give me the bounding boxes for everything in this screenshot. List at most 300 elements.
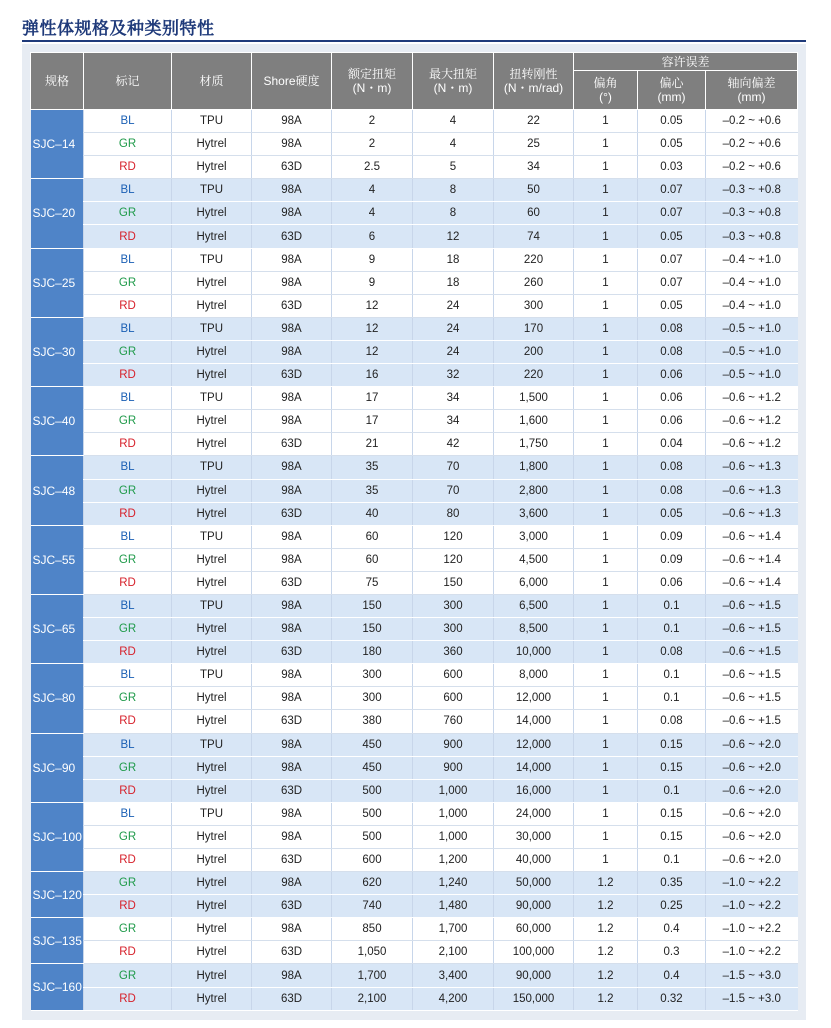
cell-max-torque: 1,700: [413, 918, 494, 941]
cell-axial: –0.2 ~ +0.6: [706, 133, 798, 156]
header-axial: [706, 71, 798, 110]
title-bar: [22, 4, 806, 42]
table-row: [31, 456, 798, 479]
table-row: [31, 964, 798, 987]
cell-axial: –1.0 ~ +2.2: [706, 941, 798, 964]
header-angle-unit: (°): [599, 90, 612, 104]
table-row: [31, 202, 798, 225]
cell-mark: BL: [84, 387, 172, 410]
cell-offset: 0.25: [638, 895, 706, 918]
table-row: [31, 248, 798, 271]
cell-spec: SJC–160: [31, 964, 84, 1010]
cell-rated-torque: 12: [332, 317, 413, 340]
cell-offset: 0.15: [638, 756, 706, 779]
cell-mark: GR: [84, 479, 172, 502]
cell-stiffness: 1,600: [494, 410, 574, 433]
cell-material: Hytrel: [172, 918, 252, 941]
cell-rated-torque: 300: [332, 664, 413, 687]
cell-offset: 0.3: [638, 941, 706, 964]
spec-table: [30, 52, 798, 1011]
cell-axial: –0.3 ~ +0.8: [706, 179, 798, 202]
cell-material: Hytrel: [172, 364, 252, 387]
cell-spec: SJC–100: [31, 802, 84, 871]
cell-angle: 1: [574, 710, 638, 733]
cell-max-torque: 1,000: [413, 779, 494, 802]
cell-rated-torque: 620: [332, 872, 413, 895]
cell-max-torque: 2,100: [413, 941, 494, 964]
cell-shore: 98A: [252, 687, 332, 710]
cell-stiffness: 60,000: [494, 918, 574, 941]
cell-mark: BL: [84, 664, 172, 687]
cell-max-torque: 1,000: [413, 825, 494, 848]
cell-material: Hytrel: [172, 779, 252, 802]
cell-offset: 0.4: [638, 918, 706, 941]
cell-material: TPU: [172, 317, 252, 340]
cell-offset: 0.15: [638, 802, 706, 825]
cell-material: Hytrel: [172, 872, 252, 895]
cell-axial: –0.6 ~ +1.2: [706, 387, 798, 410]
cell-stiffness: 90,000: [494, 895, 574, 918]
table-row: [31, 156, 798, 179]
table-row: [31, 918, 798, 941]
cell-angle: 1: [574, 479, 638, 502]
cell-mark: GR: [84, 340, 172, 363]
table-row: [31, 733, 798, 756]
header-angle: [574, 71, 638, 110]
cell-stiffness: 14,000: [494, 710, 574, 733]
cell-angle: 1: [574, 525, 638, 548]
cell-mark: BL: [84, 594, 172, 617]
cell-angle: 1: [574, 248, 638, 271]
cell-rated-torque: 6: [332, 225, 413, 248]
cell-material: Hytrel: [172, 987, 252, 1010]
cell-offset: 0.15: [638, 825, 706, 848]
cell-shore: 98A: [252, 479, 332, 502]
cell-shore: 98A: [252, 664, 332, 687]
cell-shore: 63D: [252, 364, 332, 387]
cell-shore: 63D: [252, 225, 332, 248]
cell-axial: –0.4 ~ +1.0: [706, 248, 798, 271]
cell-stiffness: 24,000: [494, 802, 574, 825]
cell-mark: GR: [84, 618, 172, 641]
table-body: [31, 110, 798, 1011]
cell-mark: RD: [84, 987, 172, 1010]
cell-mark: BL: [84, 733, 172, 756]
cell-offset: 0.06: [638, 571, 706, 594]
cell-spec: SJC–30: [31, 317, 84, 386]
cell-angle: 1: [574, 594, 638, 617]
cell-material: Hytrel: [172, 710, 252, 733]
cell-material: Hytrel: [172, 340, 252, 363]
cell-stiffness: 200: [494, 340, 574, 363]
cell-stiffness: 12,000: [494, 733, 574, 756]
cell-stiffness: 25: [494, 133, 574, 156]
cell-offset: 0.09: [638, 525, 706, 548]
cell-shore: 98A: [252, 271, 332, 294]
cell-material: Hytrel: [172, 964, 252, 987]
cell-shore: 98A: [252, 179, 332, 202]
cell-rated-torque: 2: [332, 110, 413, 133]
cell-max-torque: 900: [413, 733, 494, 756]
header-rated-torque: [332, 53, 413, 110]
cell-material: Hytrel: [172, 825, 252, 848]
cell-shore: 98A: [252, 594, 332, 617]
cell-stiffness: 50,000: [494, 872, 574, 895]
header-rated-torque-unit: (N・m): [352, 81, 392, 95]
cell-mark: RD: [84, 641, 172, 664]
table-row: [31, 872, 798, 895]
cell-axial: –0.6 ~ +1.4: [706, 571, 798, 594]
table-row: [31, 941, 798, 964]
cell-mark: RD: [84, 433, 172, 456]
cell-rated-torque: 600: [332, 849, 413, 872]
cell-mark: GR: [84, 202, 172, 225]
cell-material: TPU: [172, 179, 252, 202]
cell-max-torque: 1,240: [413, 872, 494, 895]
header-stiffness-label: 扭转刚性: [509, 67, 558, 81]
table-row: [31, 987, 798, 1010]
header-rated-torque-label: 额定扭矩: [347, 67, 396, 81]
cell-rated-torque: 1,700: [332, 964, 413, 987]
cell-offset: 0.08: [638, 479, 706, 502]
cell-rated-torque: 4: [332, 179, 413, 202]
header-spec: 规格: [31, 53, 84, 110]
cell-angle: 1: [574, 110, 638, 133]
cell-material: TPU: [172, 733, 252, 756]
cell-stiffness: 300: [494, 294, 574, 317]
cell-material: TPU: [172, 110, 252, 133]
table-row: [31, 179, 798, 202]
cell-offset: 0.4: [638, 964, 706, 987]
cell-rated-torque: 150: [332, 618, 413, 641]
cell-mark: BL: [84, 317, 172, 340]
cell-max-torque: 120: [413, 525, 494, 548]
cell-mark: RD: [84, 849, 172, 872]
cell-stiffness: 220: [494, 248, 574, 271]
cell-offset: 0.08: [638, 710, 706, 733]
table-row: [31, 317, 798, 340]
cell-mark: RD: [84, 364, 172, 387]
cell-axial: –0.6 ~ +2.0: [706, 849, 798, 872]
cell-angle: 1: [574, 202, 638, 225]
cell-mark: GR: [84, 825, 172, 848]
cell-max-torque: 1,200: [413, 849, 494, 872]
cell-rated-torque: 4: [332, 202, 413, 225]
cell-rated-torque: 500: [332, 779, 413, 802]
cell-rated-torque: 500: [332, 825, 413, 848]
cell-max-torque: 900: [413, 756, 494, 779]
cell-offset: 0.1: [638, 664, 706, 687]
cell-material: Hytrel: [172, 687, 252, 710]
cell-offset: 0.15: [638, 733, 706, 756]
cell-spec: SJC–20: [31, 179, 84, 248]
cell-axial: –0.6 ~ +1.4: [706, 525, 798, 548]
cell-angle: 1: [574, 825, 638, 848]
cell-angle: 1: [574, 387, 638, 410]
cell-angle: 1.2: [574, 895, 638, 918]
cell-shore: 63D: [252, 895, 332, 918]
cell-max-torque: 18: [413, 248, 494, 271]
cell-axial: –0.6 ~ +1.5: [706, 687, 798, 710]
cell-max-torque: 300: [413, 618, 494, 641]
cell-offset: 0.1: [638, 594, 706, 617]
cell-max-torque: 24: [413, 340, 494, 363]
cell-material: TPU: [172, 525, 252, 548]
table-row: [31, 849, 798, 872]
cell-mark: BL: [84, 802, 172, 825]
cell-angle: 1: [574, 156, 638, 179]
cell-material: Hytrel: [172, 849, 252, 872]
cell-rated-torque: 75: [332, 571, 413, 594]
header-stiffness: [494, 53, 574, 110]
cell-axial: –1.5 ~ +3.0: [706, 987, 798, 1010]
cell-rated-torque: 1,050: [332, 941, 413, 964]
cell-angle: 1: [574, 410, 638, 433]
cell-stiffness: 1,500: [494, 387, 574, 410]
cell-angle: 1: [574, 271, 638, 294]
cell-shore: 98A: [252, 410, 332, 433]
header-axial-label: 轴向偏差: [727, 76, 776, 90]
cell-max-torque: 120: [413, 548, 494, 571]
cell-offset: 0.07: [638, 248, 706, 271]
table-row: [31, 294, 798, 317]
cell-shore: 98A: [252, 618, 332, 641]
cell-angle: 1.2: [574, 872, 638, 895]
table-row: [31, 133, 798, 156]
table-row: [31, 756, 798, 779]
cell-angle: 1: [574, 802, 638, 825]
cell-angle: 1: [574, 317, 638, 340]
cell-angle: 1: [574, 340, 638, 363]
table-row: [31, 825, 798, 848]
cell-shore: 63D: [252, 779, 332, 802]
cell-axial: –1.5 ~ +3.0: [706, 964, 798, 987]
cell-mark: GR: [84, 133, 172, 156]
cell-shore: 63D: [252, 987, 332, 1010]
cell-angle: 1.2: [574, 987, 638, 1010]
cell-angle: 1: [574, 456, 638, 479]
cell-material: Hytrel: [172, 433, 252, 456]
cell-mark: BL: [84, 525, 172, 548]
cell-angle: 1: [574, 433, 638, 456]
cell-axial: –0.6 ~ +1.3: [706, 479, 798, 502]
cell-max-torque: 70: [413, 456, 494, 479]
cell-rated-torque: 12: [332, 294, 413, 317]
table-row: [31, 687, 798, 710]
cell-max-torque: 18: [413, 271, 494, 294]
cell-mark: BL: [84, 179, 172, 202]
cell-max-torque: 4: [413, 133, 494, 156]
cell-angle: 1: [574, 779, 638, 802]
cell-spec: SJC–135: [31, 918, 84, 964]
cell-offset: 0.08: [638, 456, 706, 479]
cell-stiffness: 40,000: [494, 849, 574, 872]
cell-axial: –0.2 ~ +0.6: [706, 110, 798, 133]
cell-material: Hytrel: [172, 225, 252, 248]
cell-offset: 0.04: [638, 433, 706, 456]
cell-material: Hytrel: [172, 156, 252, 179]
cell-axial: –0.6 ~ +1.2: [706, 433, 798, 456]
cell-shore: 63D: [252, 941, 332, 964]
cell-mark: RD: [84, 156, 172, 179]
table-row: [31, 525, 798, 548]
cell-rated-torque: 2,100: [332, 987, 413, 1010]
cell-offset: 0.09: [638, 548, 706, 571]
cell-offset: 0.1: [638, 687, 706, 710]
cell-rated-torque: 740: [332, 895, 413, 918]
cell-material: Hytrel: [172, 756, 252, 779]
cell-shore: 98A: [252, 133, 332, 156]
cell-rated-torque: 17: [332, 387, 413, 410]
cell-rated-torque: 850: [332, 918, 413, 941]
cell-spec: SJC–65: [31, 594, 84, 663]
cell-axial: –1.0 ~ +2.2: [706, 895, 798, 918]
page-title: 弹性体规格及种类别特性: [22, 19, 215, 38]
cell-max-torque: 3,400: [413, 964, 494, 987]
cell-max-torque: 42: [413, 433, 494, 456]
table-row: [31, 502, 798, 525]
table-row: [31, 710, 798, 733]
cell-material: Hytrel: [172, 479, 252, 502]
cell-stiffness: 12,000: [494, 687, 574, 710]
cell-axial: –0.6 ~ +1.5: [706, 664, 798, 687]
cell-shore: 98A: [252, 548, 332, 571]
cell-rated-torque: 35: [332, 479, 413, 502]
cell-rated-torque: 450: [332, 756, 413, 779]
cell-rated-torque: 16: [332, 364, 413, 387]
cell-shore: 98A: [252, 756, 332, 779]
table-row: [31, 410, 798, 433]
cell-stiffness: 260: [494, 271, 574, 294]
cell-angle: 1: [574, 571, 638, 594]
header-max-torque-unit: (N・m): [433, 81, 473, 95]
cell-angle: 1: [574, 548, 638, 571]
cell-stiffness: 170: [494, 317, 574, 340]
cell-offset: 0.07: [638, 179, 706, 202]
cell-material: Hytrel: [172, 571, 252, 594]
cell-offset: 0.1: [638, 849, 706, 872]
cell-angle: 1: [574, 502, 638, 525]
cell-rated-torque: 17: [332, 410, 413, 433]
cell-offset: 0.05: [638, 110, 706, 133]
cell-rated-torque: 380: [332, 710, 413, 733]
cell-shore: 98A: [252, 387, 332, 410]
cell-rated-torque: 40: [332, 502, 413, 525]
cell-axial: –0.5 ~ +1.0: [706, 317, 798, 340]
cell-offset: 0.1: [638, 779, 706, 802]
header-shore: Shore硬度: [252, 53, 332, 110]
cell-mark: BL: [84, 248, 172, 271]
cell-material: TPU: [172, 802, 252, 825]
cell-shore: 63D: [252, 710, 332, 733]
cell-material: TPU: [172, 664, 252, 687]
cell-mark: BL: [84, 110, 172, 133]
cell-offset: 0.06: [638, 410, 706, 433]
table-row: [31, 779, 798, 802]
cell-stiffness: 16,000: [494, 779, 574, 802]
cell-material: Hytrel: [172, 133, 252, 156]
table-row: [31, 387, 798, 410]
cell-axial: –0.4 ~ +1.0: [706, 271, 798, 294]
header-mark: 标记: [84, 53, 172, 110]
cell-max-torque: 600: [413, 664, 494, 687]
cell-axial: –1.0 ~ +2.2: [706, 872, 798, 895]
cell-angle: 1: [574, 225, 638, 248]
cell-angle: 1: [574, 733, 638, 756]
cell-rated-torque: 300: [332, 687, 413, 710]
cell-spec: SJC–48: [31, 456, 84, 525]
cell-stiffness: 34: [494, 156, 574, 179]
cell-material: Hytrel: [172, 895, 252, 918]
cell-max-torque: 34: [413, 410, 494, 433]
cell-offset: 0.06: [638, 364, 706, 387]
cell-axial: –0.4 ~ +1.0: [706, 294, 798, 317]
cell-stiffness: 22: [494, 110, 574, 133]
cell-max-torque: 1,000: [413, 802, 494, 825]
cell-angle: 1: [574, 641, 638, 664]
cell-axial: –0.6 ~ +2.0: [706, 825, 798, 848]
cell-material: TPU: [172, 594, 252, 617]
header-angle-label: 偏角: [593, 76, 618, 90]
cell-rated-torque: 150: [332, 594, 413, 617]
cell-material: Hytrel: [172, 941, 252, 964]
cell-shore: 63D: [252, 502, 332, 525]
cell-rated-torque: 180: [332, 641, 413, 664]
cell-axial: –0.6 ~ +2.0: [706, 802, 798, 825]
cell-axial: –0.6 ~ +2.0: [706, 756, 798, 779]
table-row: [31, 479, 798, 502]
cell-max-torque: 70: [413, 479, 494, 502]
cell-axial: –0.6 ~ +1.2: [706, 410, 798, 433]
cell-shore: 98A: [252, 456, 332, 479]
cell-rated-torque: 2: [332, 133, 413, 156]
cell-angle: 1: [574, 179, 638, 202]
cell-shore: 98A: [252, 918, 332, 941]
cell-shore: 63D: [252, 156, 332, 179]
header-tolerance: 容许误差: [574, 53, 798, 71]
cell-rated-torque: 2.5: [332, 156, 413, 179]
table-row: [31, 225, 798, 248]
cell-shore: 98A: [252, 825, 332, 848]
cell-mark: RD: [84, 779, 172, 802]
cell-max-torque: 24: [413, 294, 494, 317]
cell-angle: 1.2: [574, 918, 638, 941]
cell-mark: RD: [84, 502, 172, 525]
header-max-torque-label: 最大扭矩: [428, 67, 477, 81]
cell-rated-torque: 500: [332, 802, 413, 825]
cell-max-torque: 150: [413, 571, 494, 594]
cell-spec: SJC–40: [31, 387, 84, 456]
cell-offset: 0.03: [638, 156, 706, 179]
cell-mark: BL: [84, 456, 172, 479]
cell-offset: 0.1: [638, 618, 706, 641]
cell-angle: 1: [574, 756, 638, 779]
cell-rated-torque: 60: [332, 548, 413, 571]
cell-shore: 98A: [252, 964, 332, 987]
cell-spec: SJC–14: [31, 110, 84, 179]
cell-stiffness: 8,500: [494, 618, 574, 641]
cell-offset: 0.05: [638, 294, 706, 317]
cell-axial: –0.6 ~ +1.3: [706, 502, 798, 525]
cell-axial: –0.5 ~ +1.0: [706, 340, 798, 363]
cell-material: Hytrel: [172, 202, 252, 225]
cell-mark: RD: [84, 225, 172, 248]
cell-spec: SJC–90: [31, 733, 84, 802]
cell-stiffness: 30,000: [494, 825, 574, 848]
cell-offset: 0.05: [638, 133, 706, 156]
cell-mark: GR: [84, 687, 172, 710]
cell-stiffness: 74: [494, 225, 574, 248]
